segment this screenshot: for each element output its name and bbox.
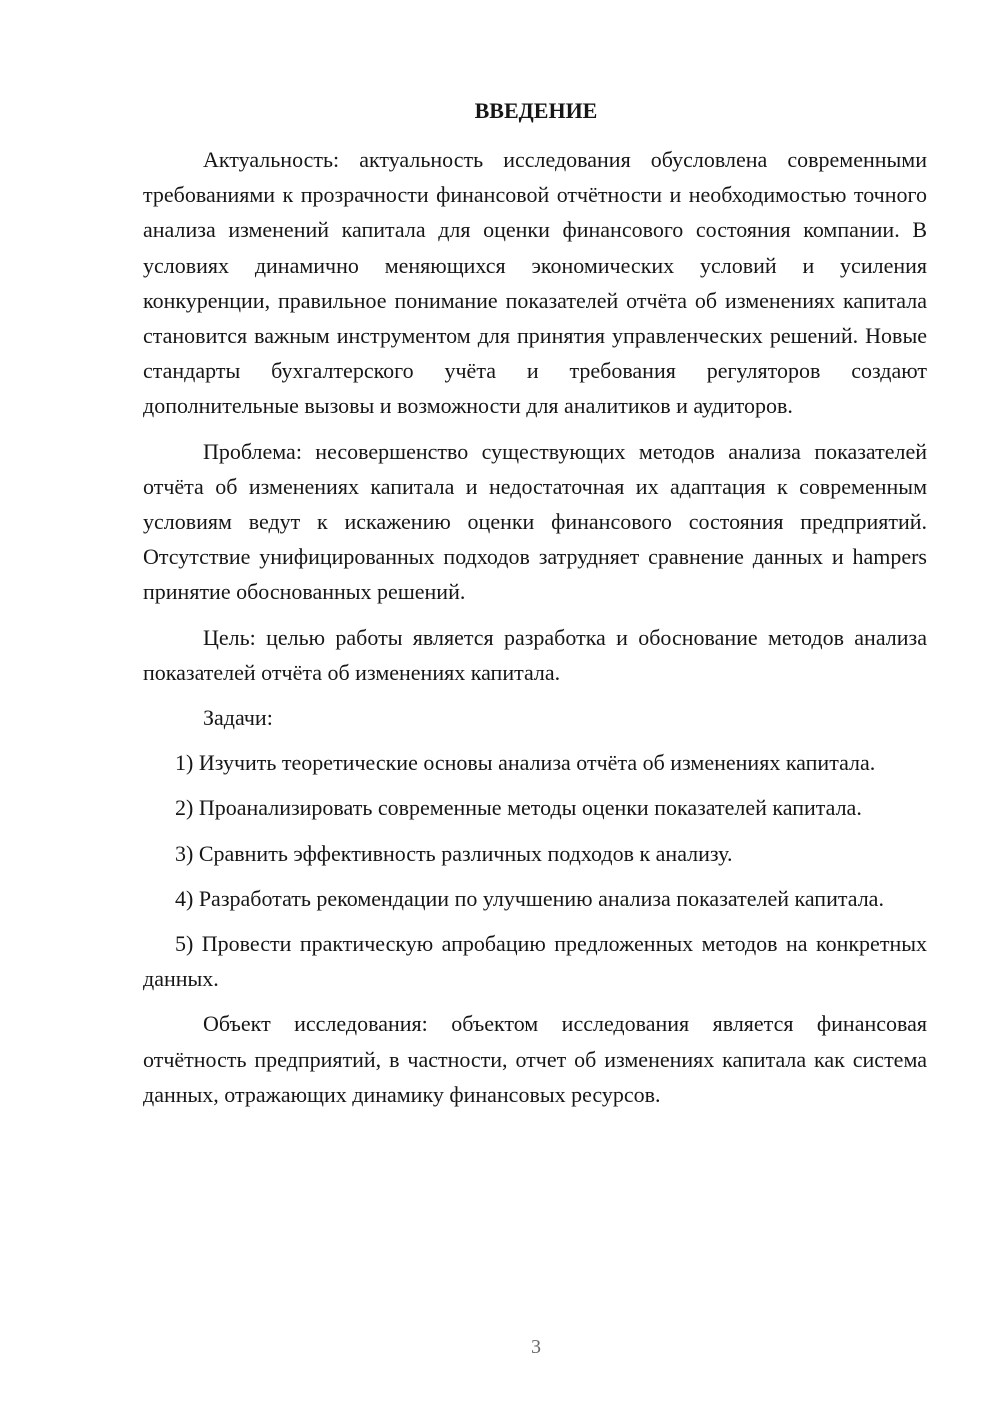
paragraph-relevance: Актуальность: актуальность исследования обусловлена современными требованиями к прозрачности финансовой отчётности и необходимостью точного анализа изменений капитала для оценки финансового состояния компании. В условиях динамично меняющихся экономических условий и усиления конкуренции, правильное понимание показателей отчёта об изменениях капитала становится важным инструментом для принятия управленческих решений. Новые стандарты бухгалтерского учёта и требования регуляторов создают дополнительные вызовы и возможности для аналитиков и аудиторов. bbox=[143, 147, 927, 419]
paragraph-goal: Цель: целью работы является разработка и обоснование методов анализа показателей отчёта об изменениях капитала. bbox=[143, 624, 927, 685]
section-heading: ВВЕДЕНИЕ bbox=[474, 98, 598, 123]
task-item-4: 4) Разработать рекомендации по улучшению анализа показателей капитала. bbox=[175, 885, 884, 911]
body-text bbox=[143, 142, 927, 1122]
task-item-3: 3) Сравнить эффективность различных подходов к анализу. bbox=[175, 840, 733, 866]
paragraph-tasks-label: Задачи: bbox=[203, 705, 273, 731]
paragraph-object: Объект исследования: объектом исследования является финансовая отчётность предприятий, в частности, отчет об изменениях капитала как система данных, отражающих динамику финансовых ресурсов. bbox=[143, 1011, 927, 1107]
paragraph-problem: Проблема: несовершенство существующих методов анализа показателей отчёта об изменениях капитала и недостаточная их адаптация к современным условиям ведут к искажению оценки финансового состояния предприятий. Отсутствие унифицированных подходов затрудняет сравнение данных и hampers принятие обоснованных решений. bbox=[143, 438, 927, 605]
task-item-2: 2) Проанализировать современные методы оценки показателей капитала. bbox=[175, 795, 862, 821]
task-item-1: 1) Изучить теоретические основы анализа отчёта об изменениях капитала. bbox=[175, 750, 876, 776]
task-item-5: 5) Провести практическую апробацию предложенных методов на конкретных данных. bbox=[143, 931, 927, 992]
page-number: 3 bbox=[531, 1336, 541, 1358]
